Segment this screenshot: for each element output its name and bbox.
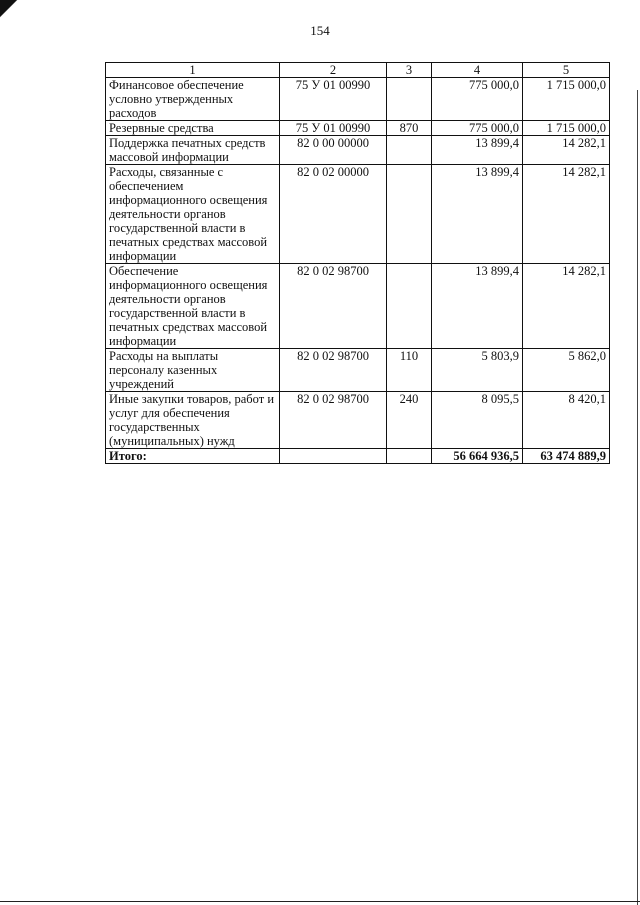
scan-corner-mark (0, 0, 22, 22)
column-header-4: 4 (432, 63, 523, 78)
row-value-col5: 5 862,0 (523, 349, 610, 392)
scan-edge-right (637, 90, 638, 905)
row-code: 82 0 02 00000 (280, 165, 387, 264)
row-expense-type: 240 (387, 392, 432, 449)
table-row (106, 349, 610, 392)
row-code: 82 0 02 98700 (280, 349, 387, 392)
row-expense-type (387, 165, 432, 264)
row-value-col4: 13 899,4 (432, 264, 523, 349)
row-name: Резервные средства (106, 121, 280, 136)
row-code: 82 0 00 00000 (280, 136, 387, 165)
row-value-col5: 1 715 000,0 (523, 121, 610, 136)
total-label: Итого: (106, 449, 280, 464)
row-value-col5: 14 282,1 (523, 136, 610, 165)
row-value-col4: 8 095,5 (432, 392, 523, 449)
column-header-5: 5 (523, 63, 610, 78)
table-row (106, 392, 610, 449)
row-name: Расходы на выплаты персоналу казенных учреждений (106, 349, 280, 392)
row-value-col5: 14 282,1 (523, 264, 610, 349)
scan-edge-bottom (0, 901, 640, 902)
row-value-col5: 1 715 000,0 (523, 78, 610, 121)
table-row (106, 165, 610, 264)
row-code: 75 У 01 00990 (280, 78, 387, 121)
row-code: 82 0 02 98700 (280, 264, 387, 349)
total-empty-cell (387, 449, 432, 464)
budget-table (105, 62, 610, 464)
row-expense-type (387, 78, 432, 121)
row-expense-type: 110 (387, 349, 432, 392)
table-row (106, 121, 610, 136)
row-value-col4: 5 803,9 (432, 349, 523, 392)
column-header-2: 2 (280, 63, 387, 78)
row-expense-type (387, 264, 432, 349)
row-value-col4: 13 899,4 (432, 136, 523, 165)
table-row (106, 78, 610, 121)
total-value-col4: 56 664 936,5 (432, 449, 523, 464)
total-value-col5: 63 474 889,9 (523, 449, 610, 464)
column-header-1: 1 (106, 63, 280, 78)
row-expense-type (387, 136, 432, 165)
row-name: Поддержка печатных средств массовой информации (106, 136, 280, 165)
row-value-col5: 14 282,1 (523, 165, 610, 264)
row-value-col4: 775 000,0 (432, 78, 523, 121)
total-empty-cell (280, 449, 387, 464)
page-number: 154 (310, 23, 330, 38)
row-name: Иные закупки товаров, работ и услуг для обеспечения государственных (муниципальных) нужд (106, 392, 280, 449)
header-row (106, 63, 610, 78)
row-name: Финансовое обеспечение условно утвержденных расходов (106, 78, 280, 121)
row-value-col5: 8 420,1 (523, 392, 610, 449)
row-name: Обеспечение информационного освещения деятельности органов государственной власти в печатных средствах массовой информации (106, 264, 280, 349)
column-header-3: 3 (387, 63, 432, 78)
row-value-col4: 775 000,0 (432, 121, 523, 136)
row-value-col4: 13 899,4 (432, 165, 523, 264)
row-name: Расходы, связанные с обеспечением информационного освещения деятельности органов государственной власти в печатных средствах массовой информации (106, 165, 280, 264)
row-code: 82 0 02 98700 (280, 392, 387, 449)
table-row (106, 136, 610, 165)
total-row (106, 449, 610, 464)
row-code: 75 У 01 00990 (280, 121, 387, 136)
row-expense-type: 870 (387, 121, 432, 136)
table-row (106, 264, 610, 349)
